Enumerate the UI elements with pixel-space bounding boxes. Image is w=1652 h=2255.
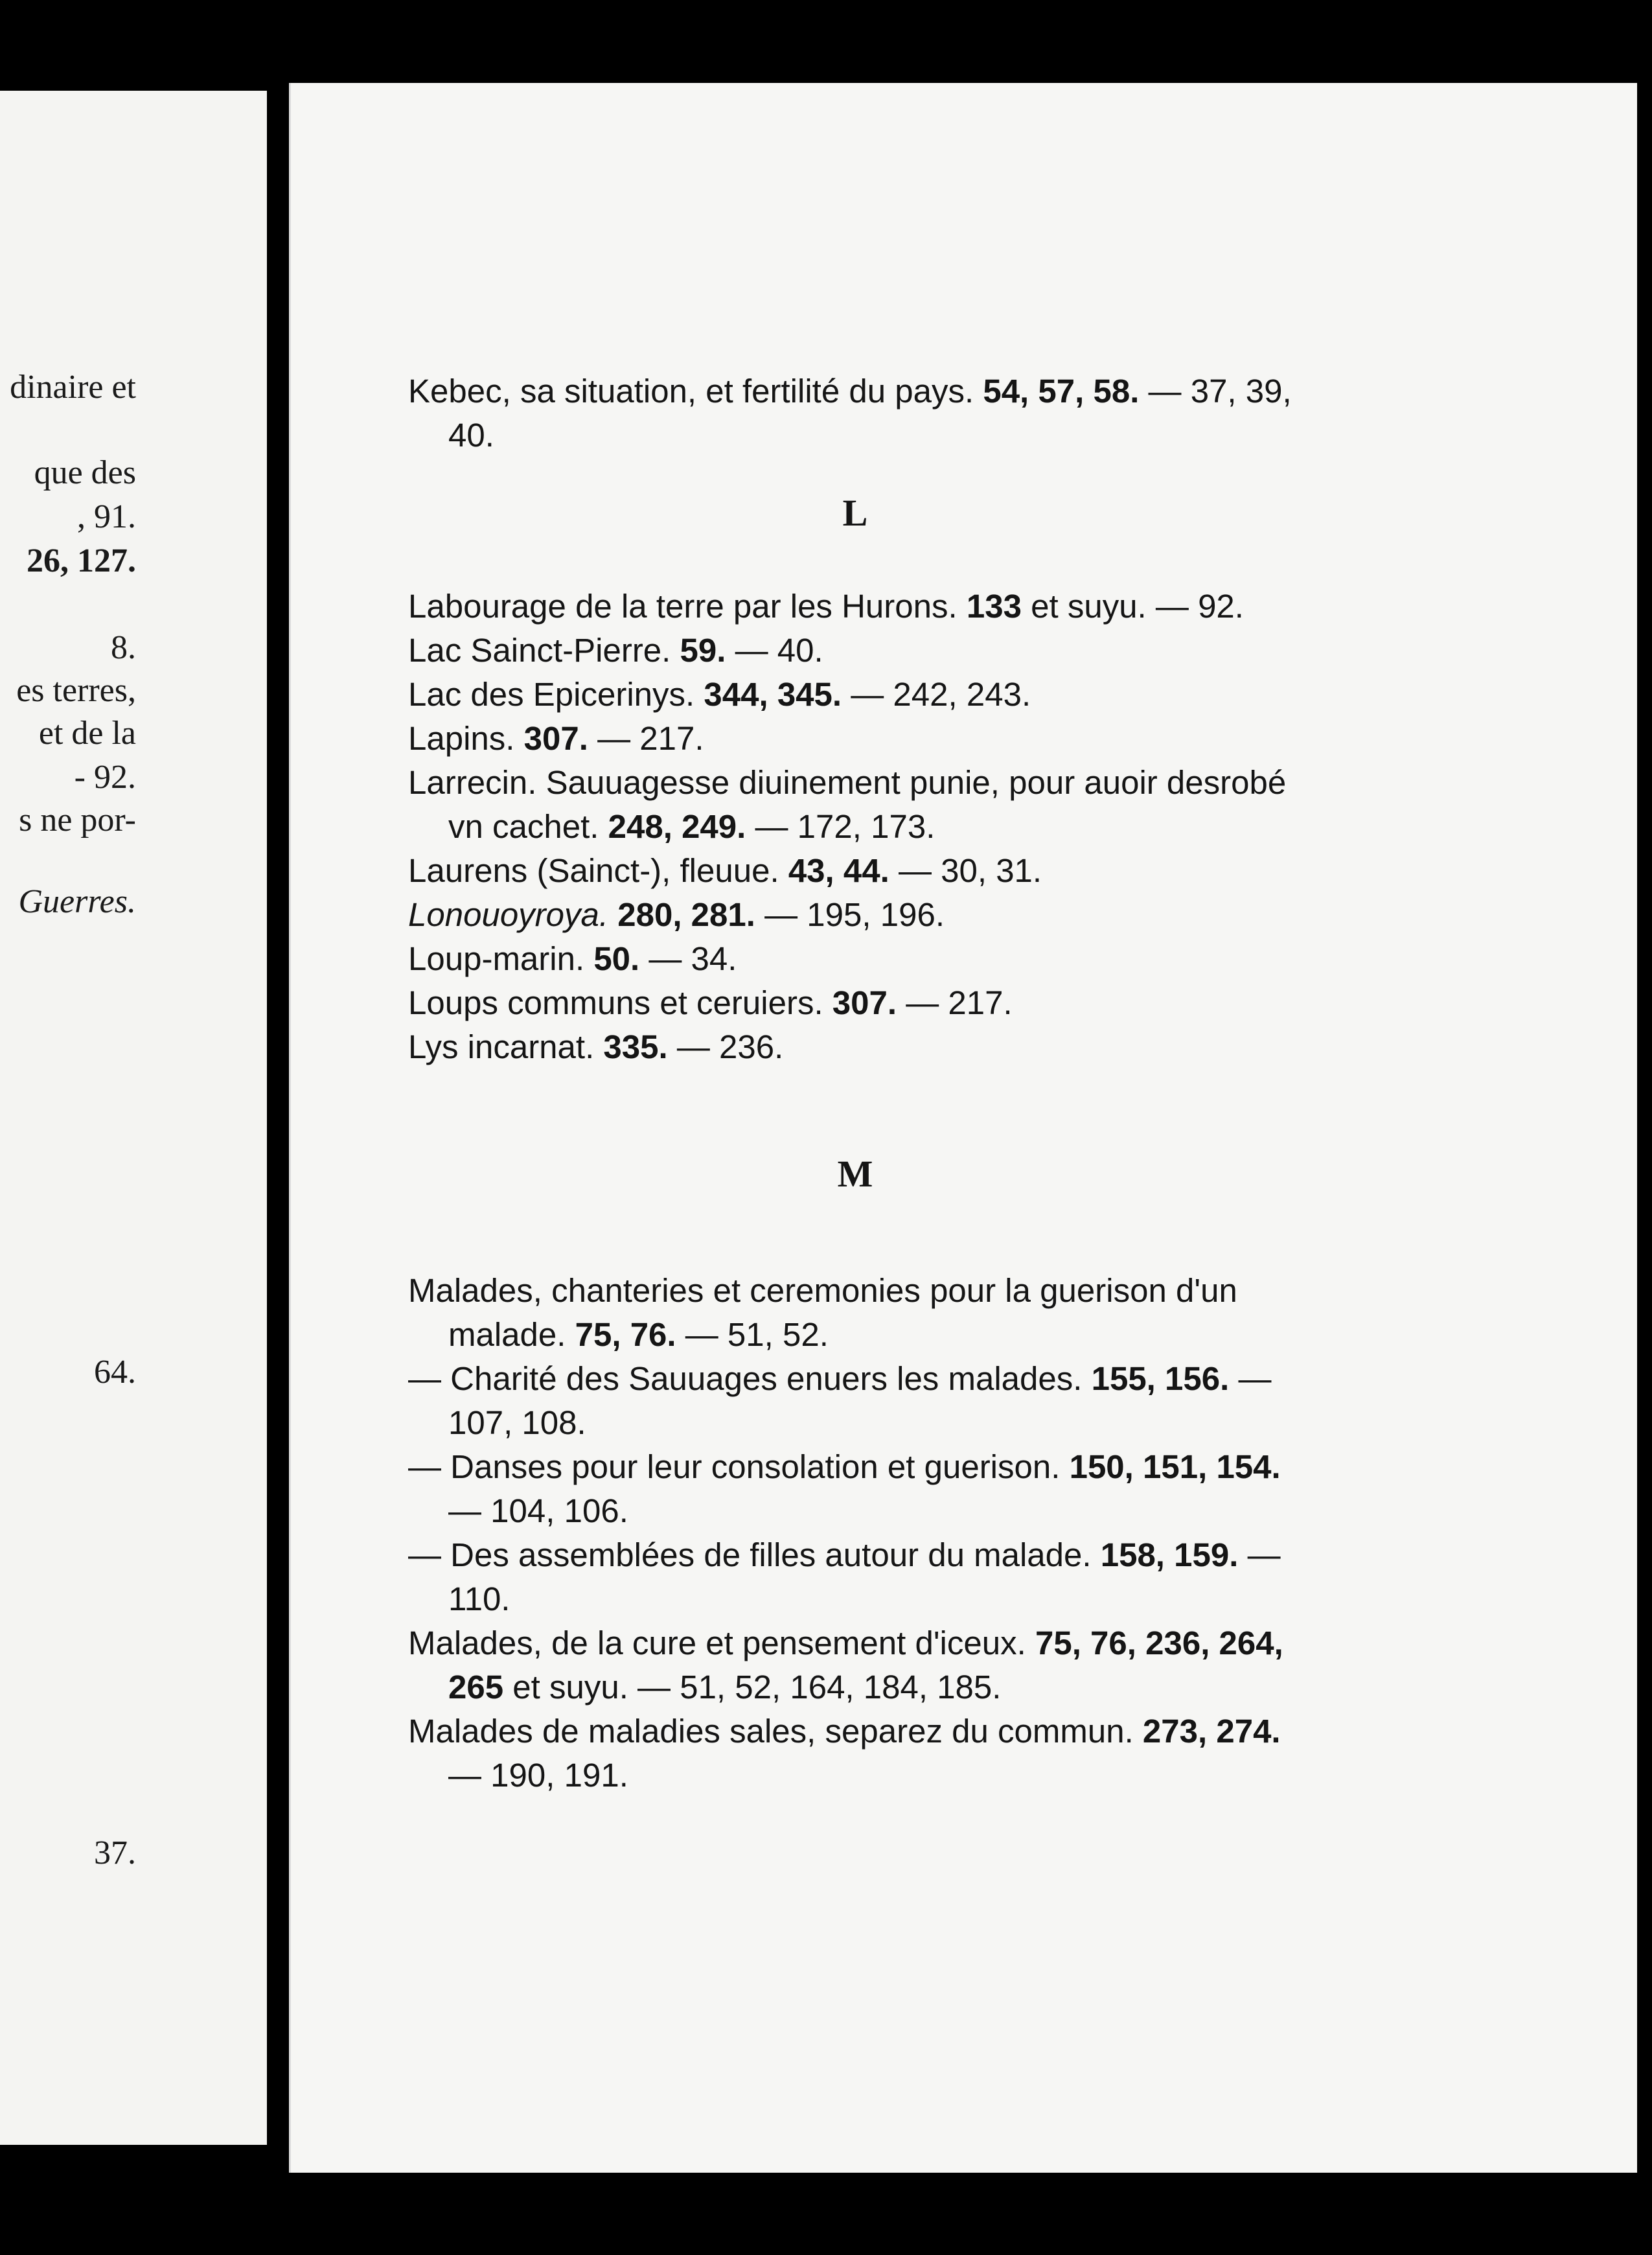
entry-alt-refs: et suyu. — 51, 52, 164, 184, 185.	[512, 1669, 1002, 1706]
entry-head: — Charité des Sauuages enuers les malades.	[408, 1360, 1083, 1397]
entry-head: Malades, chanteries et ceremonies pour la guerison d'un malade.	[408, 1272, 1237, 1353]
entry-alt-refs: — 190, 191.	[448, 1757, 628, 1794]
left-text-fragment: Guerres.	[18, 883, 136, 920]
entry-alt-refs: — 34.	[648, 940, 737, 977]
index-entry	[408, 1709, 1302, 1798]
left-text-fragment: s ne por-	[19, 802, 136, 838]
entry-head: — Danses pour leur consolation et guerison.	[408, 1448, 1061, 1485]
entry-head: Laurens (Sainct-), fleuue.	[408, 852, 779, 889]
entry-page-refs: 248, 249.	[608, 808, 746, 845]
entry-head: Larrecin. Sauuagesse diuinement punie, pour auoir desrobé vn cachet.	[408, 764, 1287, 845]
index-entry	[408, 1445, 1302, 1533]
entry-page-refs: 158, 159.	[1100, 1536, 1239, 1573]
index-entry	[408, 761, 1302, 849]
entry-page-refs: 43, 44.	[788, 852, 889, 889]
index-entry	[408, 673, 1302, 717]
entry-alt-refs: — 172, 173.	[755, 808, 935, 845]
index-entry	[408, 1269, 1302, 1357]
index-content	[408, 369, 1302, 1798]
entry-page-refs: 75, 76.	[575, 1316, 676, 1353]
entry-page-refs: 133	[966, 588, 1022, 625]
entry-alt-refs: — 104, 106.	[448, 1492, 628, 1529]
entry-page-refs: 150, 151, 154.	[1069, 1448, 1281, 1485]
entry-alt-refs: — 217.	[906, 984, 1013, 1021]
entry-page-refs: 344, 345.	[704, 676, 842, 713]
entry-head: Lapins.	[408, 720, 515, 757]
index-entry	[408, 1357, 1302, 1445]
entry-alt-refs: — 107, 108.	[448, 1360, 1272, 1441]
entry-head: Lac Sainct-Pierre.	[408, 632, 671, 669]
entry-page-refs: 335.	[603, 1028, 668, 1065]
entry-head: Loup-marin.	[408, 940, 585, 977]
index-entry	[408, 717, 1302, 761]
index-entry	[408, 369, 1302, 457]
entry-head: Kebec, sa situation, et fertilité du pays.	[408, 373, 974, 410]
index-entry	[408, 1621, 1302, 1709]
entry-head: Lac des Epicerinys.	[408, 676, 695, 713]
entry-head: Loups communs et ceruiers.	[408, 984, 823, 1021]
entry-page-refs: 50.	[593, 940, 640, 977]
entry-page-refs: 155, 156.	[1091, 1360, 1230, 1397]
left-text-fragment: - 92.	[74, 759, 136, 796]
left-text-fragment: es terres,	[16, 672, 136, 709]
entry-page-refs: 280, 281.	[617, 896, 755, 933]
index-entry	[408, 849, 1302, 893]
entry-alt-refs: — 51, 52.	[685, 1316, 829, 1353]
entry-alt-refs: — 195, 196.	[764, 896, 945, 933]
index-entry	[408, 981, 1302, 1025]
index-entry	[408, 1025, 1302, 1069]
index-entry	[408, 629, 1302, 673]
left-text-fragment: 26, 127.	[27, 542, 136, 579]
index-entry	[408, 893, 1302, 937]
left-text-fragment: et de la	[38, 715, 136, 752]
entry-alt-refs: — 217.	[597, 720, 704, 757]
left-text-fragment: 37.	[94, 1834, 136, 1871]
entry-head: Malades de maladies sales, separez du commun.	[408, 1713, 1134, 1750]
entry-page-refs: 307.	[832, 984, 897, 1021]
entry-head: Labourage de la terre par les Hurons.	[408, 588, 958, 625]
entry-head: Lonouoyroya.	[408, 896, 609, 933]
left-text-fragment: , 91.	[77, 498, 136, 535]
entry-alt-refs: — 37, 39, 40.	[448, 373, 1292, 454]
entry-page-refs: 273, 274.	[1142, 1713, 1281, 1750]
entry-page-refs: 75, 76, 236, 264, 265	[448, 1625, 1283, 1706]
entry-alt-refs: et suyu. — 92.	[1031, 588, 1244, 625]
entry-alt-refs: — 40.	[735, 632, 823, 669]
left-text-fragment: 64.	[94, 1354, 136, 1391]
left-text-fragment: dinaire et	[10, 369, 136, 406]
entry-alt-refs: — 236.	[676, 1028, 784, 1065]
entry-page-refs: 54, 57, 58.	[983, 373, 1140, 410]
entry-alt-refs: — 30, 31.	[898, 852, 1042, 889]
entry-head: Malades, de la cure et pensement d'iceux.	[408, 1625, 1026, 1661]
index-entry	[408, 937, 1302, 981]
entry-alt-refs: — 110.	[448, 1536, 1281, 1617]
left-text-fragment: que des	[34, 454, 136, 491]
entry-page-refs: 307.	[523, 720, 588, 757]
left-page	[0, 91, 267, 2145]
entry-head: — Des assemblées de filles autour du malade.	[408, 1536, 1092, 1573]
index-entry	[408, 1533, 1302, 1621]
section-letter-l: L	[842, 492, 868, 534]
entry-page-refs: 59.	[680, 632, 726, 669]
entry-head: Lys incarnat.	[408, 1028, 595, 1065]
entry-alt-refs: — 242, 243.	[851, 676, 1031, 713]
index-entry	[408, 584, 1302, 629]
section-letter-m: M	[837, 1153, 873, 1195]
left-text-fragment: 8.	[111, 629, 136, 666]
